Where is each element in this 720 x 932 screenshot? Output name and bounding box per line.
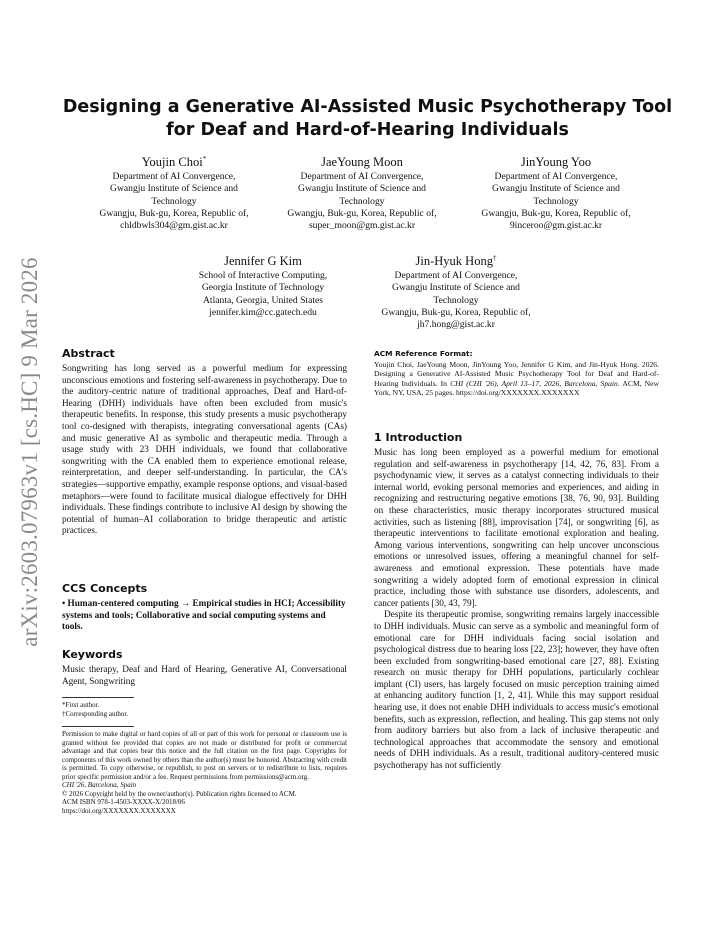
ccs-heading: CCS Concepts xyxy=(62,582,148,595)
introduction-section xyxy=(374,431,659,773)
keywords-section xyxy=(62,648,347,688)
doi-link[interactable]: https://doi.org/XXXXXXX.XXXXXXX xyxy=(62,806,176,815)
introduction-paragraph: Music has long been employed as a powerful medium for emotional regulation and self-awareness in psychotherapy [14, 42, 76, 83]. From a psychodynamic view, it serves as a catalyst connecting individuals to their internal world, evoking personal memories and experiences, and aiding in recognizing and restructuring negative emotions [38, 76, 90, 93]. Building on these characteristics, music therapy incorporates structured musical activities, such as listening [88], improvisation [74], or songwriting [6], as therapeutic interventions to facilitate emotional exploration and healing. Among various interventions, songwriting can help uncover unconscious emotions or unresolved issues, offering a meaningful channel for self-awareness and emotional expression. These potentials have made songwriting a widely adopted form of emotional expression in clinical practice, including those with substance use disorders, adolescents, and cancer patients [30, 43, 79]. xyxy=(374,448,659,609)
footnotes xyxy=(62,697,347,718)
author-affiliation: Technology xyxy=(533,195,579,207)
reference-format-heading: ACM Reference Format: xyxy=(374,349,473,358)
author-affiliation: Department of AI Convergence, xyxy=(300,171,424,183)
footnote-rule xyxy=(62,697,134,698)
author-affiliation: School of Interactive Computing, xyxy=(198,270,328,282)
author-affiliation: Georgia Institute of Technology xyxy=(201,282,325,294)
author-affiliation: Department of AI Convergence, xyxy=(394,270,518,282)
author-email: jh7.hong@gist.ac.kr xyxy=(417,319,495,331)
author-block xyxy=(262,152,462,233)
author-affiliation: Technology xyxy=(339,195,385,207)
author-address: Gwangju, Buk-gu, Korea, Republic of, xyxy=(381,307,531,319)
author-name: Jennifer G Kim xyxy=(224,254,302,269)
author-email: chldbwls304@gm.gist.ac.kr xyxy=(120,220,228,232)
conference-info: CHI '26, Barcelona, Spain xyxy=(62,781,137,789)
author-address: Gwangju, Buk-gu, Korea, Republic of, xyxy=(287,208,437,220)
author-name: JinYoung Yoo xyxy=(520,155,592,170)
ccs-text: • Human-centered computing → Empirical studies in HCI; Accessibility systems and tools; Collaborative and social computing systems and tools. xyxy=(62,599,346,633)
abstract-section xyxy=(62,347,347,538)
author-address: Gwangju, Buk-gu, Korea, Republic of, xyxy=(99,208,249,220)
author-name: JaeYoung Moon xyxy=(321,155,403,170)
permission-block xyxy=(62,726,347,815)
author-name: Youjin Choi* xyxy=(141,155,207,170)
introduction-heading: 1 Introduction xyxy=(374,431,463,444)
author-name: Jin-Hyuk Hong† xyxy=(415,254,497,269)
author-address: Gwangju, Buk-gu, Korea, Republic of, xyxy=(481,208,631,220)
author-block xyxy=(356,251,556,332)
ccs-section xyxy=(62,582,347,634)
paper-title: Designing a Generative AI-Assisted Music Psychotherapy Tool for Deaf and Hard-of-Hearing Individuals xyxy=(62,97,673,140)
author-affiliation: Gwangju Institute of Science and xyxy=(298,183,426,195)
author-affiliation: Department of AI Convergence, xyxy=(494,171,618,183)
author-email: 9inceroo@gm.gist.ac.kr xyxy=(509,220,603,232)
reference-format xyxy=(374,349,659,398)
reference-format-text: Youjin Choi, JaeYoung Moon, JinYoung Yoo, Jennifer G Kim, and Jin-Hyuk Hong. 2026. Designing a Generative AI-Assisted Music Psychotherapy Tool for Deaf and Hard-of-Hearing Individuals. In CHI (CHI '26), April 13–17, 2026, Barcelona, Spain. ACM, New York, NY, USA, 25 pages. https://doi.org/XXXXXXX.XXXXXXX xyxy=(374,360,660,398)
author-email: super_moon@gm.gist.ac.kr xyxy=(308,220,416,232)
author-affiliation: Gwangju Institute of Science and xyxy=(492,183,620,195)
keywords-text: Music therapy, Deaf and Hard of Hearing, Generative AI, Conversational Agent, Songwriting xyxy=(62,665,347,687)
footnote: *First author. xyxy=(62,701,100,709)
abstract-text: Songwriting has long served as a powerful medium for expressing unconscious emotions and fostering self-awareness in psychotherapy. Due to the auditory-centric nature of traditional approaches, Deaf and Hard-of-Hearing (DHH) individuals have often been excluded from music's therapeutic benefits. In response, this study presents a music psychotherapy tool co-designed with therapists, integrating conversational agents (CAs) and music generative AI as symbolic and therapeutic media. Through a usage study with 23 DHH individuals, we found that collaborative songwriting with the CA enabled them to experience emotional release, reinterpretation, and deeper self-understanding. In particular, the CA's strategies—supportive empathy, example response options, and visual-based metaphors—were found to facilitate musical dialogue effectively for DHH individuals. These findings contribute to inclusive AI design by showing the potential of human–AI collaboration to bridge therapeutic and artistic practices. xyxy=(62,364,347,537)
isbn-text: ACM ISBN 978-1-4503-XXXX-X/2018/06 xyxy=(62,798,185,806)
author-affiliation: Department of AI Convergence, xyxy=(112,171,236,183)
author-affiliation: Gwangju Institute of Science and xyxy=(110,183,238,195)
footnote: †Corresponding author. xyxy=(62,709,129,718)
copyright-text: © 2026 Copyright held by the owner/author(s). Publication rights licensed to ACM. xyxy=(62,789,297,798)
author-affiliation: Technology xyxy=(151,195,197,207)
author-affiliation: Technology xyxy=(433,294,479,306)
author-block xyxy=(74,152,274,233)
author-email: jennifer.kim@cc.gatech.edu xyxy=(209,307,317,319)
arxiv-stamp xyxy=(12,257,48,647)
author-block xyxy=(163,251,363,319)
permission-rule xyxy=(62,726,134,727)
arxiv-stamp-text: arXiv:2603.07963v1 [cs.HC] 9 Mar 2026 xyxy=(17,257,42,647)
author-address: Atlanta, Georgia, United States xyxy=(203,294,323,306)
introduction-paragraph: Despite its therapeutic promise, songwriting remains largely inaccessible to DHH individuals. Music can serve as a symbolic and meaningful form of emotional care for DHH individuals facing social isolation and psychological distress due to hearing loss [22, 23]; however, they have often been excluded from songwriting-based emotional care [27, 88]. Existing research on music therapy for DHH populations, particularly cochlear implant (CI) users, has largely focused on music perception training aimed at enhancing auditory function [1, 2, 41]. While this may support residual hearing use, it does not enable DHH individuals to access music's emotional benefits, such as expression, reflection, and healing. This gap stems not only from auditory barriers but also from a lack of inclusive therapeutic and technological approaches that accommodate the sensory and emotional needs of DHH individuals. As a result, traditional auditory-centered music psychotherapy has not sufficiently xyxy=(374,610,659,772)
author-block xyxy=(456,152,656,233)
permission-text: Permission to make digital or hard copies of all or part of this work for personal or classroom use is granted without fee provided that copies are not made or distributed for profit or commercial advantage and that copies bear this notice and the full citation on the first page. Copyrights for components of this work owned by others than the author(s) must be honored. Abstracting with credit is permitted. To copy otherwise, or republish, to post on servers or to redistribute to lists, requires prior specific permission and/or a fee. Request permissions from permissions@acm.org. xyxy=(62,730,347,781)
keywords-heading: Keywords xyxy=(62,648,123,661)
abstract-heading: Abstract xyxy=(62,347,115,360)
author-affiliation: Gwangju Institute of Science and xyxy=(392,282,520,294)
